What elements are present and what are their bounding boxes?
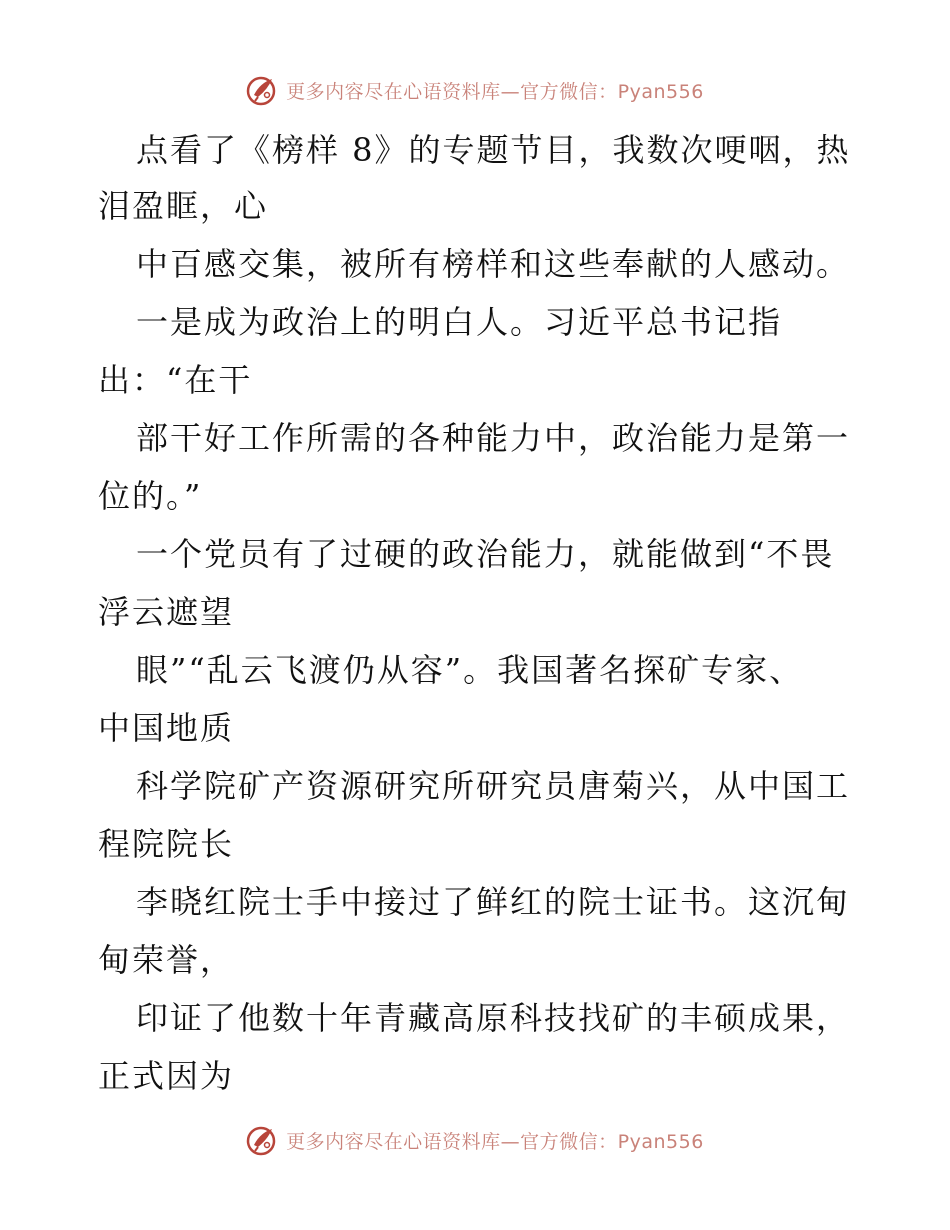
text-line-8: 一个党员有了过硬的政治能力，就能做到“不畏 <box>136 535 835 573</box>
text-line-1: 点看了《榜样 8》的专题节目，我数次哽咽，热 <box>136 131 851 169</box>
header-watermark <box>0 70 950 110</box>
text-line-4: 一是成为政治上的明白人。习近平总书记指 <box>136 303 783 341</box>
text-line-13: 程院院长 <box>98 825 235 863</box>
text-line-11: 中国地质 <box>98 709 235 747</box>
text-line-6: 部干好工作所需的各种能力中，政治能力是第一 <box>136 419 851 457</box>
text-line-16: 印证了他数十年青藏高原科技找矿的丰硕成果， <box>136 999 851 1037</box>
footer-watermark <box>0 1120 950 1160</box>
text-line-3: 中百感交集，被所有榜样和这些奉献的人感动。 <box>136 245 851 283</box>
text-line-17: 正式因为 <box>98 1057 235 1095</box>
text-line-12: 科学院矿产资源研究所研究员唐菊兴，从中国工 <box>136 767 851 805</box>
pen-logo-icon <box>246 73 280 107</box>
footer-watermark-text: 更多内容尽在心语资料库—官方微信：Pyan556 <box>286 1130 704 1153</box>
pen-logo-icon <box>246 1123 280 1157</box>
text-line-9: 浮云遮望 <box>98 593 235 631</box>
text-line-15: 甸荣誉， <box>98 941 235 979</box>
header-watermark-text: 更多内容尽在心语资料库—官方微信：Pyan556 <box>286 80 704 103</box>
text-line-2: 泪盈眶，心 <box>98 187 269 225</box>
text-line-10: 眼”“乱云飞渡仍从容”。我国著名探矿专家、 <box>136 651 804 689</box>
text-line-7: 位的。” <box>98 477 203 515</box>
text-line-5: 出：“在干 <box>98 361 253 399</box>
text-line-14: 李晓红院士手中接过了鲜红的院士证书。这沉甸 <box>136 883 851 921</box>
